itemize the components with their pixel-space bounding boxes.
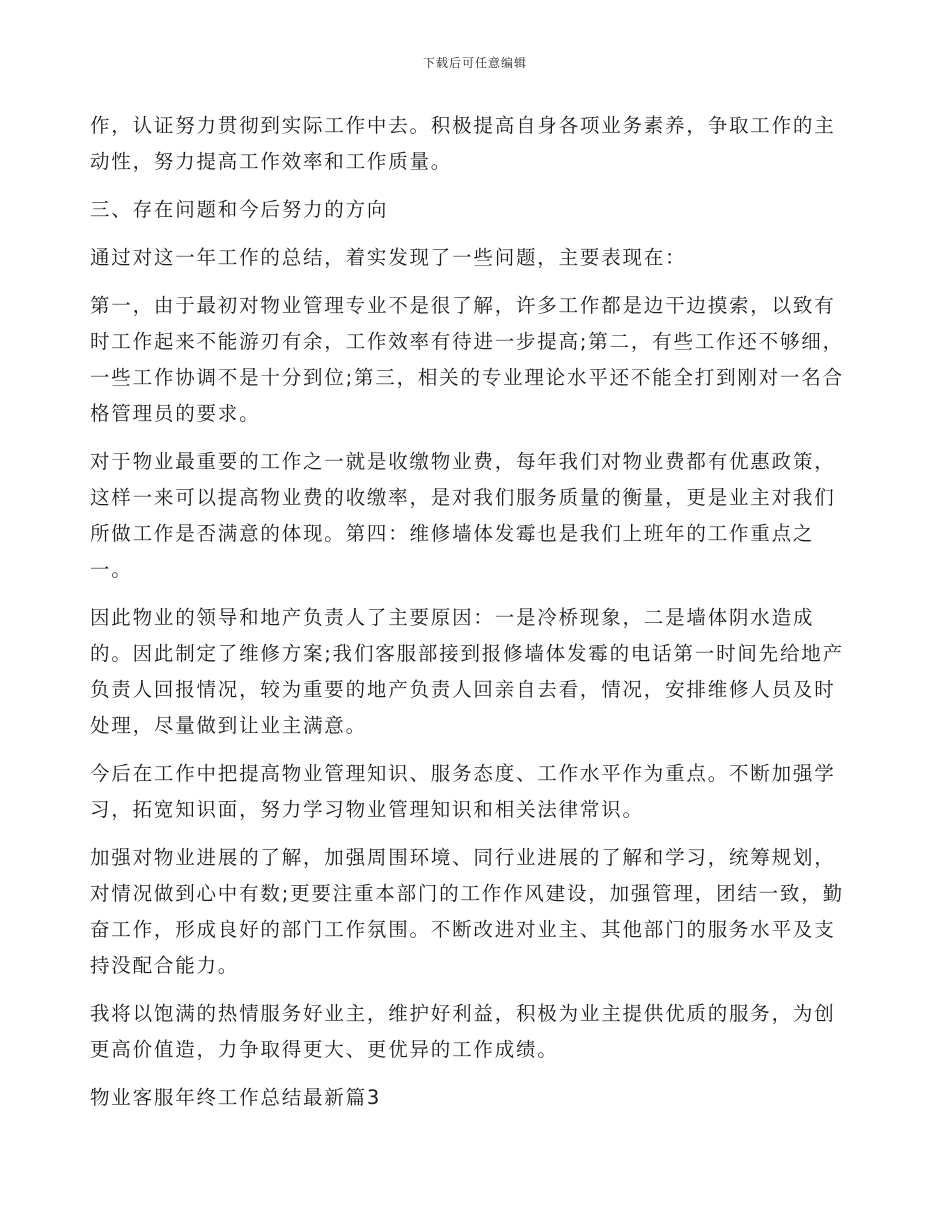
paragraph-mold-repair: 因此物业的领导和地产负责人了主要原因：一是冷桥现象，二是墙体阴水造成 的。因此制定了维修方案;我们客服部接到报修墙体发霉的电话第一时间先给地产 负责人回报情况，较为重要的地产负责人回亲自去看，情况，安排维修人员及时 处理，尽量做到让业主满意。 xyxy=(90,606,844,737)
document-body xyxy=(90,108,862,1128)
page-header: 下载后可任意编辑 xyxy=(422,56,527,70)
paragraph-strengthen: 加强对物业进展的了解，加强周围环境、同行业进展的了解和学习，统筹规划， 对情况做到心中有数;更要注重本部门的工作作风建设，加强管理，团结一致，勤 奋工作，形成良好的部门工作氛围。不断改进对业主、其他部门的服务水平及支 持没配合能力。 xyxy=(90,846,844,977)
paragraph-problems: 第一，由于最初对物业管理专业不是很了解，许多工作都是边干边摸索，以致有 时工作起来不能游刃有余，工作效率有待进一步提高;第二，有些工作还不够细， 一些工作协调不是十分到位;第三，相关的专业理论水平还不能全打到刚对一名合 格管理员的要求。 xyxy=(90,294,844,425)
next-section-title: 物业客服年终工作总结最新篇3 xyxy=(90,1086,382,1109)
section-heading: 三、存在问题和今后努力的方向 xyxy=(90,198,389,221)
paragraph-future-focus: 今后在工作中把提高物业管理知识、服务态度、工作水平作为重点。不断加强学 习，拓宽知识面，努力学习物业管理知识和相关法律常识。 xyxy=(90,762,836,821)
paragraph-property-fee: 对于物业最重要的工作之一就是收缴物业费，每年我们对物业费都有优惠政策， 这样一来可以提高物业费的收缴率，是对我们服务质量的衡量，更是业主对我们 所做工作是否满意的体现。第四：维修墙体发霉也是我们上班年的工作重点之 一。 xyxy=(90,450,836,581)
paragraph-intro: 通过对这一年工作的总结，着实发现了一些问题，主要表现在： xyxy=(90,246,687,269)
paragraph-continuation: 作，认证努力贯彻到实际工作中去。积极提高自身各项业务素养，争取工作的主 动性，努力提高工作效率和工作质量。 xyxy=(90,114,836,173)
paragraph-commitment: 我将以饱满的热情服务好业主，维护好利益，积极为业主提供优质的服务，为创 更高价值造，力争取得更大、更优异的工作成绩。 xyxy=(90,1002,836,1061)
